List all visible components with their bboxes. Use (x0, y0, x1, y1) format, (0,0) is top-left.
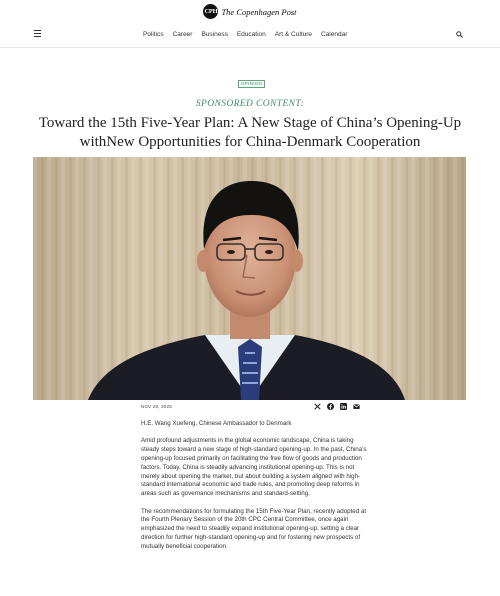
linkedin-icon[interactable] (340, 403, 347, 410)
main-nav (143, 30, 347, 39)
site-name: The Copenhagen Post (221, 6, 297, 17)
article-date: NOV 28, 2025 (141, 404, 172, 409)
nav-item-education[interactable]: Education (236, 31, 266, 38)
x-icon[interactable] (314, 403, 321, 410)
facebook-icon[interactable] (327, 403, 334, 410)
nav-item-art-culture[interactable]: Art & Culture (274, 31, 312, 38)
body-paragraph: The recommendations for formulating the 15th Five-Year Plan, recently adopted at the Fourth Plenary Session of the 20th CPC Central Committee, once again emphasized the need to steadily expand institutional opening-up, setting a clear direction for further high-standard opening-up and for fostering new prospects of mutually beneficial cooperation. (141, 507, 367, 550)
nav-item-career[interactable]: Career (172, 31, 193, 38)
sponsored-kicker: SPONSORED CONTENT: (195, 99, 305, 109)
email-icon[interactable] (353, 403, 360, 410)
article-headline: Toward the 15th Five-Year Plan: A New Stage of China’s Opening-Up withNew Opportunities for China-Denmark Cooperation (38, 115, 462, 150)
search-icon[interactable] (456, 31, 463, 38)
author-line: H.E. Wang Xuefeng, Chinese Ambassador to Denmark (141, 420, 292, 427)
nav-item-calendar[interactable]: Calendar (320, 31, 348, 38)
article-body (141, 420, 373, 560)
nav-item-business[interactable]: Business (201, 31, 228, 38)
article-hero-image (33, 157, 466, 400)
site-logo[interactable] (0, 4, 500, 19)
nav-item-politics[interactable]: Politics (143, 31, 164, 38)
header-divider (0, 47, 500, 48)
body-paragraph: Amid profound adjustments in the global economic landscape, China is taking steady steps toward a new stage of high-standard opening-up. In the past, China’s opening-up focused primarily on facilitating the free flow of goods and production factors. Today, China is steadily advancing institutional opening-up. This is not merely about opening the market, but about building a system aligned with high-standard international economic and trade rules, and promoting deep reforms in areas such as governance mechanisms and standard-setting. (141, 437, 367, 498)
logo-mark: CPH (203, 4, 218, 19)
hamburger-menu-icon[interactable] (34, 30, 41, 37)
share-bar (314, 403, 360, 410)
category-badge[interactable]: OPINION (238, 80, 265, 88)
